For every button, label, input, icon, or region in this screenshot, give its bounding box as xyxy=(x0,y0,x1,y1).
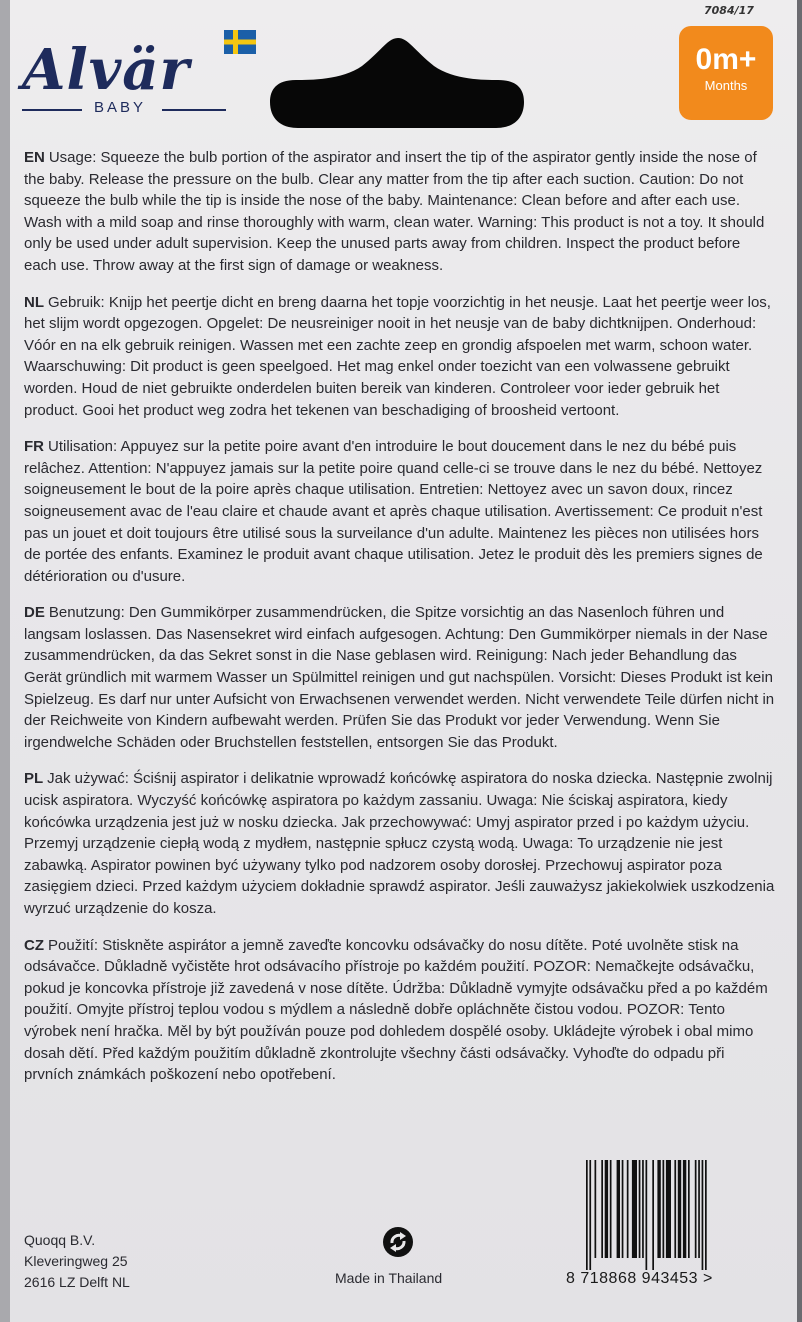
barcode-bar xyxy=(688,1160,690,1258)
lang-code: NL xyxy=(24,293,44,311)
card-edge-left xyxy=(0,0,10,1322)
company-address xyxy=(24,1230,130,1293)
instructions-nl xyxy=(24,292,776,422)
barcode-bar xyxy=(674,1160,676,1258)
barcode-bar xyxy=(698,1160,700,1258)
lang-code: DE xyxy=(24,604,45,622)
address-line: 2616 LZ Delft NL xyxy=(24,1274,130,1290)
barcode-bar xyxy=(617,1160,620,1258)
instructions-de xyxy=(24,602,776,753)
hanger-hole xyxy=(270,36,524,130)
barcode xyxy=(580,1160,770,1270)
barcode-bar xyxy=(595,1160,597,1258)
barcode-bar xyxy=(642,1160,644,1258)
lang-code: CZ xyxy=(24,936,44,954)
brand-logo xyxy=(22,38,258,120)
barcode-bar xyxy=(695,1160,697,1258)
barcode-bar xyxy=(627,1160,629,1258)
barcode-bar xyxy=(639,1160,641,1258)
instructions-pl xyxy=(24,768,776,919)
brand-subtitle: BABY xyxy=(94,99,147,116)
barcode-bar xyxy=(666,1160,671,1258)
ean-number: 8 718868 943453 > xyxy=(566,1270,713,1287)
barcode-bar xyxy=(657,1160,660,1258)
instructions-cz xyxy=(24,935,776,1086)
brand-name: Alvär xyxy=(22,37,191,103)
instruction-text: Utilisation: Appuyez sur la petite poire avant d'en introduire le bout doucement dans le nez du bébé puis relâchez. Attention: N'appuyez jamais sur la petite poire quand celle-ci se trouve dans le nez du bébé. Nettoyez soigneusement le bout de la poire après chaque utilisation. Entretien: Nettoyez avec un savon doux, rincez soigneusement avac de l'eau claire et chaude avant et après chaque utilisation. Avertissement: Ce produit n'est pas un jouet et doit toujours être utilisé sous la surveilance d'un adulte. Maintenez les pièces non utilisées hors de portée des enfants. Examinez le produit avant chaque utilisation. Jetez le produit dès les premiers signes de détérioration ou d'usure. xyxy=(24,438,763,585)
instruction-text: Benutzung: Den Gummikörper zusammendrücken, die Spitze vorsichtig an das Nasenloch führen und langsam loslassen. Das Nasensekret wird einfach aufgesogen. Achtung: Den Gummikörper niemals in der Nase zusammendrücken, da das Sekret sonst in die Nase geblasen wird. Reinigung: Nach jeder Behandlung das Gerät gründlich mit warmem Wasser un Spülmittel reinigen und gut nachspülen. Vorsicht: Dieses Produkt ist kein Spielzeug. Es darf nur unter Aufsicht von Erwachsenen verwendet werden. Nicht verwendete Teile dürfen nicht in der Reichweite von Kindern aufbewaht werden. Prüfen Sie das Produkt vor jeder Verwendung. Wenn Sie irgendwelche Schäden oder Bruchstellen feststellen, entsorgen Sie das Produkt. xyxy=(24,604,775,751)
logo-rule-left xyxy=(22,109,82,111)
address-line: Quoqq B.V. xyxy=(24,1232,96,1248)
age-badge-value: 0m+ xyxy=(695,43,757,76)
logo-rule-right xyxy=(162,109,226,111)
barcode-bar xyxy=(652,1160,654,1270)
lang-code: EN xyxy=(24,149,45,166)
lang-code: FR xyxy=(24,438,44,456)
barcode-bar xyxy=(610,1160,612,1258)
instruction-text: Použití: Stiskněte aspirátor a jemně zaveďte koncovku odsávačky do nosu dítěte. Poté uvolněte stisk na odsávačce. Důkladně vyčistěte hrot odsávacího přístroje po každém použití. POZOR: Nemačkejte odsávačku, pokud je koncovka přístroje již zavedená v nose dítěte. Údržba: Důkladně vymyjte odsávačku před a po každém použití. Omyjte přístroj teplou vodou s mýdlem a následně dobře opláchněte čistou vodou. POZOR: Tento výrobek není hračka. Měl by být používán pouze pod dohledem dospělé osoby. Ukládejte výrobek i obal mimo dosah dětí. Před každým použitím důkladně zkontrolujte všechny části odsávačky. Vyhoďte do odpadu při prvních známkách poškození nebo opotřebení. xyxy=(24,936,768,1084)
age-badge xyxy=(679,26,773,120)
barcode-bar xyxy=(589,1160,591,1270)
address-line: Kleveringweg 25 xyxy=(24,1253,128,1269)
instruction-text: Gebruik: Knijp het peertje dicht en breng daarna het topje voorzichtig in het neusje. Laat het peertje weer los, het slijm wordt opgezogen. Opgelet: De neusreiniger nooit in het neusje van de baby dichtknijpen. Onderhoud: Vóór en na elk gebruik reinigen. Wassen met een zachte zeep en grondig afspoelen met warm, schoon water. Waarschuwing: Dit product is geen speelgoed. Het mag enkel onder toezicht van een volwassene gebruikt worden. Houd de niet gebruikte onderdelen buiten bereik van kinderen. Controleer voor ieder gebruik het product. Gooi het product weg zodra het tekenen van beschadiging of broosheid vertoont. xyxy=(24,293,771,419)
barcode-bar xyxy=(705,1160,707,1270)
instructions-en xyxy=(24,147,776,277)
instructions xyxy=(24,147,776,1101)
barcode-bar xyxy=(646,1160,648,1270)
instruction-text: Jak używać: Ściśnij aspirator i delikatnie wprowadź końcówkę aspiratora do noska dziecka. Następnie zwolnij ucisk aspiratora. Wyczyść końcówkę aspiratora po każdym zassaniu. Uwaga: Nie ściskaj aspiratora, kiedy końcówka urządzenia jest już w nosku dziecka. Jak przechowywać: Umyj aspirator przed i po każdym użyciu. Przemyj urządzenie ciepłą wodą z mydłem, następnie spłucz czystą wodą. Uwaga: To urządzenie nie jest zabawką. Aspirator powinen być używany tylko pod nadzorem osoby dorosłej. Przechowuj aspirator poza zasięgiem dzieci. Przed każdym użyciem dokładnie sprawdź aspirator. Jeśli zauważysz jakiekolwiek uszkodzenia wyrzuć urządzenie do kosza. xyxy=(24,770,775,917)
instructions-fr xyxy=(24,436,776,587)
item-code: 7084/17 xyxy=(704,4,754,17)
made-in-label: Made in Thailand xyxy=(335,1270,443,1286)
barcode-bar xyxy=(683,1160,686,1258)
barcode-bar xyxy=(605,1160,608,1258)
lang-code: PL xyxy=(24,770,44,788)
barcode-bar xyxy=(702,1160,704,1270)
swedish-flag-icon xyxy=(224,30,256,54)
barcode-bar xyxy=(601,1160,603,1258)
recycle-icon xyxy=(382,1226,414,1258)
barcode-bar xyxy=(678,1160,681,1258)
barcode-bar xyxy=(622,1160,624,1258)
barcode-bar xyxy=(632,1160,637,1258)
instruction-text: Usage: Squeeze the bulb portion of the aspirator and insert the tip of the aspirator gently inside the nose of the baby. Release the pressure on the bulb. Clear any matter from the tip after each suction. Caution: Do not squeeze the bulb while the tip is inside the nose of the baby. Maintenance: Clean before and after each use. Wash with a mild soap and rinse thoroughly with warm, clean water. Warning: This product is not a toy. It should only be used under adult supervision. Keep the unused parts away from children. Inspect the product before each use. Throw away at the first sign of damage or weakness. xyxy=(24,149,765,274)
age-badge-unit: Months xyxy=(704,78,748,93)
card-edge-right xyxy=(797,0,802,1322)
barcode-bar xyxy=(586,1160,588,1270)
barcode-bar xyxy=(663,1160,665,1258)
